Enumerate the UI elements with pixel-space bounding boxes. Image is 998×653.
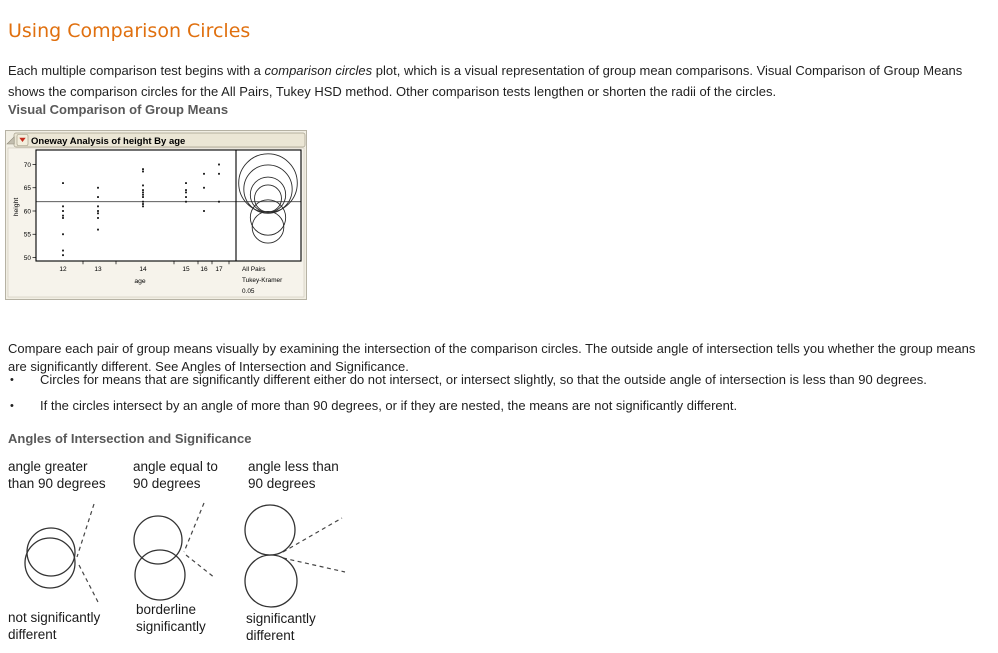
data-point bbox=[97, 196, 99, 198]
bullet-item bbox=[8, 372, 992, 388]
bullet-text: Circles for means that are significantly different either do not intersect, or intersect slightly, so that the outside angle of intersection is less than 90 degrees. bbox=[40, 372, 927, 387]
data-point bbox=[142, 201, 144, 203]
data-point bbox=[142, 194, 144, 196]
svg-text:height: height bbox=[13, 197, 20, 217]
diagram-circle bbox=[245, 505, 295, 555]
data-point bbox=[142, 171, 144, 173]
data-point bbox=[97, 210, 99, 212]
data-point bbox=[218, 201, 220, 203]
data-point bbox=[142, 203, 144, 205]
data-point bbox=[203, 173, 205, 175]
data-point bbox=[185, 182, 187, 184]
data-point bbox=[203, 187, 205, 189]
data-point bbox=[185, 196, 187, 198]
angle-case1-top-label: angle greater than 90 degrees bbox=[8, 459, 106, 491]
tangent-dashed-line bbox=[184, 503, 204, 552]
intro-italic-term: comparison circles bbox=[264, 63, 373, 78]
svg-text:17: 17 bbox=[215, 266, 223, 273]
data-point bbox=[142, 196, 144, 198]
svg-text:12: 12 bbox=[59, 266, 67, 273]
report-title: Oneway Analysis of height By age bbox=[31, 135, 186, 147]
data-point bbox=[97, 212, 99, 214]
diagram-circle bbox=[134, 516, 182, 564]
intro-post: plot, which is a visual representation of group mean comparisons. Visual Comparison of Group Means shows the comparison circles for the All Pairs, Tukey HSD method. Other comparison tests lengthen or shorten the radii of the circles. bbox=[8, 63, 963, 99]
data-point bbox=[62, 217, 64, 219]
data-point bbox=[142, 189, 144, 191]
svg-text:70: 70 bbox=[23, 161, 31, 169]
tangent-dashed-line bbox=[79, 565, 98, 602]
data-point bbox=[185, 189, 187, 191]
data-point bbox=[62, 205, 64, 207]
svg-text:16: 16 bbox=[200, 266, 208, 273]
tangent-dashed-line bbox=[186, 555, 215, 578]
data-point bbox=[62, 233, 64, 235]
data-point bbox=[142, 192, 144, 194]
svg-text:All Pairs: All Pairs bbox=[242, 266, 266, 273]
data-point bbox=[97, 187, 99, 189]
svg-text:13: 13 bbox=[94, 266, 102, 273]
data-point bbox=[97, 217, 99, 219]
diagram-circle bbox=[245, 555, 297, 607]
bullet-item bbox=[8, 398, 992, 414]
svg-text:65: 65 bbox=[23, 185, 31, 193]
figure2-heading: Angles of Intersection and Significance bbox=[8, 431, 252, 446]
diagram-circle bbox=[25, 538, 75, 588]
data-point bbox=[142, 205, 144, 207]
svg-text:50: 50 bbox=[23, 254, 31, 262]
intro-pre: Each multiple comparison test begins with a bbox=[8, 63, 265, 78]
data-point bbox=[62, 254, 64, 256]
svg-text:14: 14 bbox=[139, 266, 147, 273]
data-point bbox=[142, 168, 144, 170]
angle-case2-top-label: angle equal to 90 degrees bbox=[133, 459, 218, 491]
data-point bbox=[62, 250, 64, 252]
svg-text:age: age bbox=[134, 278, 146, 285]
angle-diagram-case2 bbox=[134, 503, 215, 600]
data-point bbox=[62, 215, 64, 217]
svg-text:55: 55 bbox=[23, 231, 31, 239]
angles-diagram-canvas bbox=[0, 492, 370, 617]
data-point bbox=[62, 210, 64, 212]
angle-diagram-case3 bbox=[245, 505, 345, 607]
data-point bbox=[203, 210, 205, 212]
red-triangle-menu-button[interactable] bbox=[17, 135, 28, 146]
angle-case3-top-label: angle less than 90 degrees bbox=[248, 459, 339, 491]
data-point bbox=[185, 192, 187, 194]
data-point bbox=[62, 182, 64, 184]
svg-text:15: 15 bbox=[182, 266, 190, 273]
oneway-plot-canvas bbox=[6, 131, 306, 299]
oneway-analysis-figure bbox=[5, 130, 307, 300]
data-point bbox=[97, 229, 99, 231]
compare-paragraph: Compare each pair of group means visually by examining the intersection of the comparison circles. The outside angle of intersection tells you whether the group means are significantly different. See Angles of Intersection and Significance. bbox=[8, 341, 976, 374]
data-point bbox=[142, 185, 144, 187]
data-point bbox=[185, 201, 187, 203]
diagram-circle bbox=[135, 550, 185, 600]
angle-case2-bottom-label: borderline significantly bbox=[136, 602, 206, 634]
data-point bbox=[97, 205, 99, 207]
angle-case1-bottom-label: not significantly different bbox=[8, 610, 101, 642]
bullet-icon: • bbox=[10, 374, 14, 386]
tangent-dashed-line bbox=[283, 518, 342, 552]
data-point bbox=[218, 164, 220, 166]
svg-text:Tukey-Kramer: Tukey-Kramer bbox=[242, 277, 283, 284]
svg-text:0.05: 0.05 bbox=[242, 288, 255, 295]
bullet-icon: • bbox=[10, 400, 14, 412]
bullet-text: If the circles intersect by an angle of more than 90 degrees, or if they are nested, the means are not significantly different. bbox=[40, 398, 738, 413]
tangent-dashed-line bbox=[77, 504, 94, 557]
figure1-heading: Visual Comparison of Group Means bbox=[8, 102, 229, 117]
data-point bbox=[218, 173, 220, 175]
angle-case3-bottom-label: significantly different bbox=[246, 611, 316, 643]
intro-paragraph bbox=[8, 60, 992, 102]
svg-text:60: 60 bbox=[23, 208, 31, 216]
angle-diagram-case1 bbox=[25, 504, 98, 602]
diagram-circle bbox=[27, 528, 75, 576]
page-title: Using Comparison Circles bbox=[8, 19, 251, 42]
